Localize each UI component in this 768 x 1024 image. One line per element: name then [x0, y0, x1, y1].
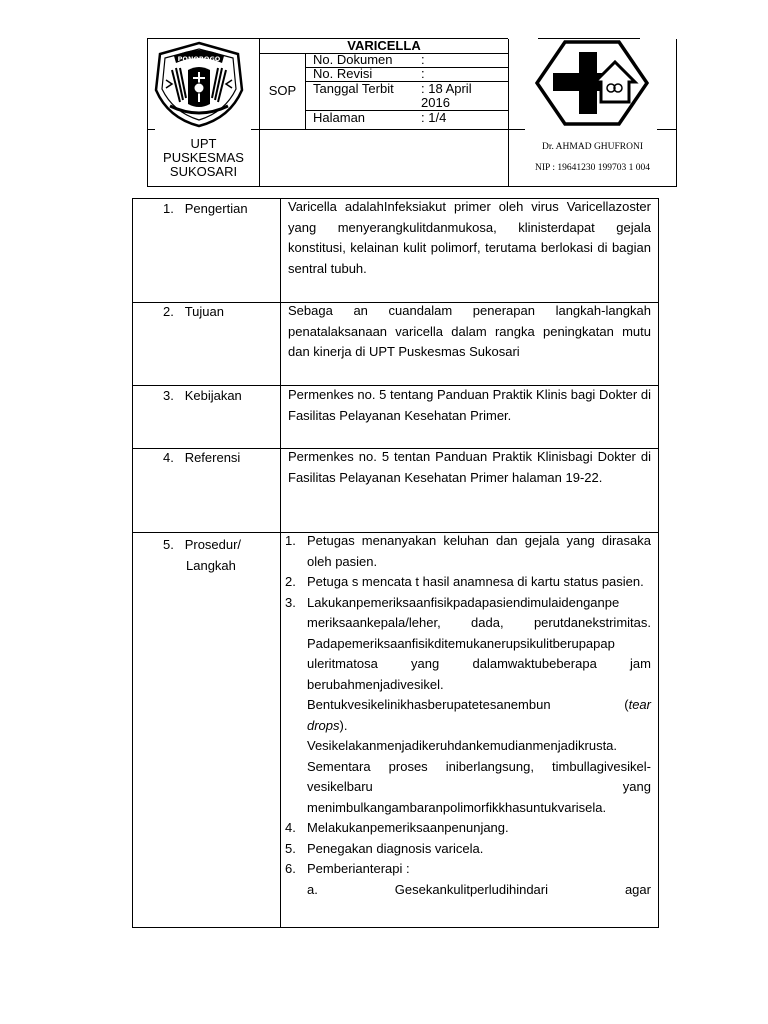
sub-item-line [307, 880, 651, 901]
section-2-title: Tujuan [184, 304, 224, 319]
puskesmas-cross-logo [535, 40, 649, 126]
procedure-steps [280, 531, 651, 900]
step-line: Vesikelakanmenjadikeruhdankemudianmenjadikrusta. [307, 738, 618, 753]
procedure-sub-item [280, 880, 651, 901]
step-text: Pemberianterapi : [307, 861, 410, 876]
section-4-number: 4. [163, 450, 174, 465]
section-3-label [163, 389, 242, 403]
step-line: Padapemeriksaanfisikditemukanerupsikulitberupapap [307, 635, 615, 651]
section-1-label [163, 202, 248, 216]
step-3-lines [307, 593, 651, 819]
step-line: Bentukvesikelinikhasberupatetesanembun (tear [307, 697, 651, 712]
step-line: vesikelbaru yang [307, 779, 651, 794]
section-4-label [163, 451, 240, 465]
section-1-number: 1. [163, 201, 174, 216]
procedure-step [280, 531, 651, 572]
step-line: menimbulkangambaranpolimorfikkhasuntukvarisela. [307, 799, 607, 815]
step-line: uleritmatosa yang dalamwaktubeberapa jam [307, 656, 651, 671]
procedure-step [280, 839, 651, 860]
section-1-content: Varicella adalahInfeksiakut primer oleh virus Varicellazoster yang menyerangkulitdanmukosa, klinisterdapat gejala konstitusi, kelainan kulit polimorf, terutama berlokasi di bagian sentral tubuh. [288, 199, 651, 276]
procedure-step [280, 593, 651, 819]
meta-value-tanggal-terbit: : 18 April 2016 [421, 81, 472, 110]
meta-label-no-revisi: No. Revisi [313, 66, 373, 81]
step-text: Penegakan diagnosis varicela. [307, 840, 484, 856]
section-3-content: Permenkes no. 5 tentang Panduan Praktik Klinis bagi Dokter di Fasilitas Pelayanan Kesehatan Primer. [288, 387, 651, 423]
section-5-title-line2: Langkah [186, 557, 236, 573]
signer-nip: NIP : 19641230 199703 1 004 [535, 163, 650, 173]
step-line: Sementara proses iniberlangsung, timbullagivesikel- [307, 758, 651, 774]
ponorogo-seal-logo [150, 40, 248, 128]
section-5-label [163, 535, 241, 576]
step-number: 4. [285, 820, 296, 835]
step-text: Melakukanpemeriksaanpenunjang. [307, 820, 509, 835]
step-text: Petugas menanyakan keluhan dan gejala yang dirasaka oleh pasien. [307, 533, 651, 569]
meta-value-halaman: : 1/4 [421, 110, 447, 125]
org-line-3: SUKOSARI [169, 164, 238, 179]
section-2-label [163, 305, 224, 319]
step-number: 2. [285, 574, 296, 589]
procedure-step [280, 859, 651, 880]
procedure-step [280, 818, 651, 839]
section-5-number: 5. [163, 537, 174, 552]
document-title: VARICELLA [347, 38, 421, 53]
section-4-title: Referensi [184, 450, 241, 465]
org-line-1: UPT [190, 136, 217, 151]
meta-label-tanggal-terbit: Tanggal Terbit [313, 81, 394, 96]
step-number: 3. [285, 594, 296, 610]
section-2-content: Sebaga an cuandalam penerapan langkah-langkah penatalaksanaan varicella dalam rangka peningkatan mutu dan kinerja di UPT Puskesmas Sukosari [288, 303, 651, 359]
step-line: drops). [307, 717, 348, 733]
step-number: 5. [285, 840, 296, 856]
section-5-title-line1: Prosedur/ [184, 537, 242, 552]
meta-label-no-dokumen: No. Dokumen [313, 52, 393, 67]
step-number: 6. [285, 861, 296, 876]
section-3-title: Kebijakan [184, 388, 242, 403]
meta-label-halaman: Halaman [313, 110, 366, 125]
svg-text:PONOROGO: PONOROGO [177, 55, 221, 63]
org-name [148, 137, 259, 179]
procedure-step [280, 572, 651, 593]
step-text: Petuga s mencata t hasil anamnesa di kartu status pasien. [307, 574, 644, 589]
step-number: 1. [285, 533, 296, 548]
step-line: meriksaankepala/leher, dada, perutdanekstrimitas. [307, 615, 651, 630]
signer-name: Dr. AHMAD GHUFRONI [541, 142, 644, 152]
section-3-number: 3. [163, 388, 174, 403]
step-line: berubahmenjadivesikel. [307, 676, 444, 692]
sub-item-letter: a. [307, 881, 318, 897]
section-2-number: 2. [163, 304, 174, 319]
org-line-2: PUSKESMAS [163, 150, 244, 165]
step-line: Lakukanpemeriksaanfisikpadapasiendimulaidenganpe [307, 594, 620, 610]
section-4-content: Permenkes no. 5 tentan Panduan Praktik Klinisbagi Dokter di Fasilitas Pelayanan Kesehatan Primer halaman 19-22. [288, 449, 651, 485]
meta-value-no-revisi: : [421, 66, 425, 81]
sop-label: SOP [268, 83, 297, 98]
meta-value-no-dokumen: : [421, 52, 425, 67]
section-1-title: Pengertian [184, 201, 248, 216]
sub-item-tail: agar [624, 881, 651, 897]
sub-item-text: Gesekankulitperludihindari [394, 881, 548, 897]
